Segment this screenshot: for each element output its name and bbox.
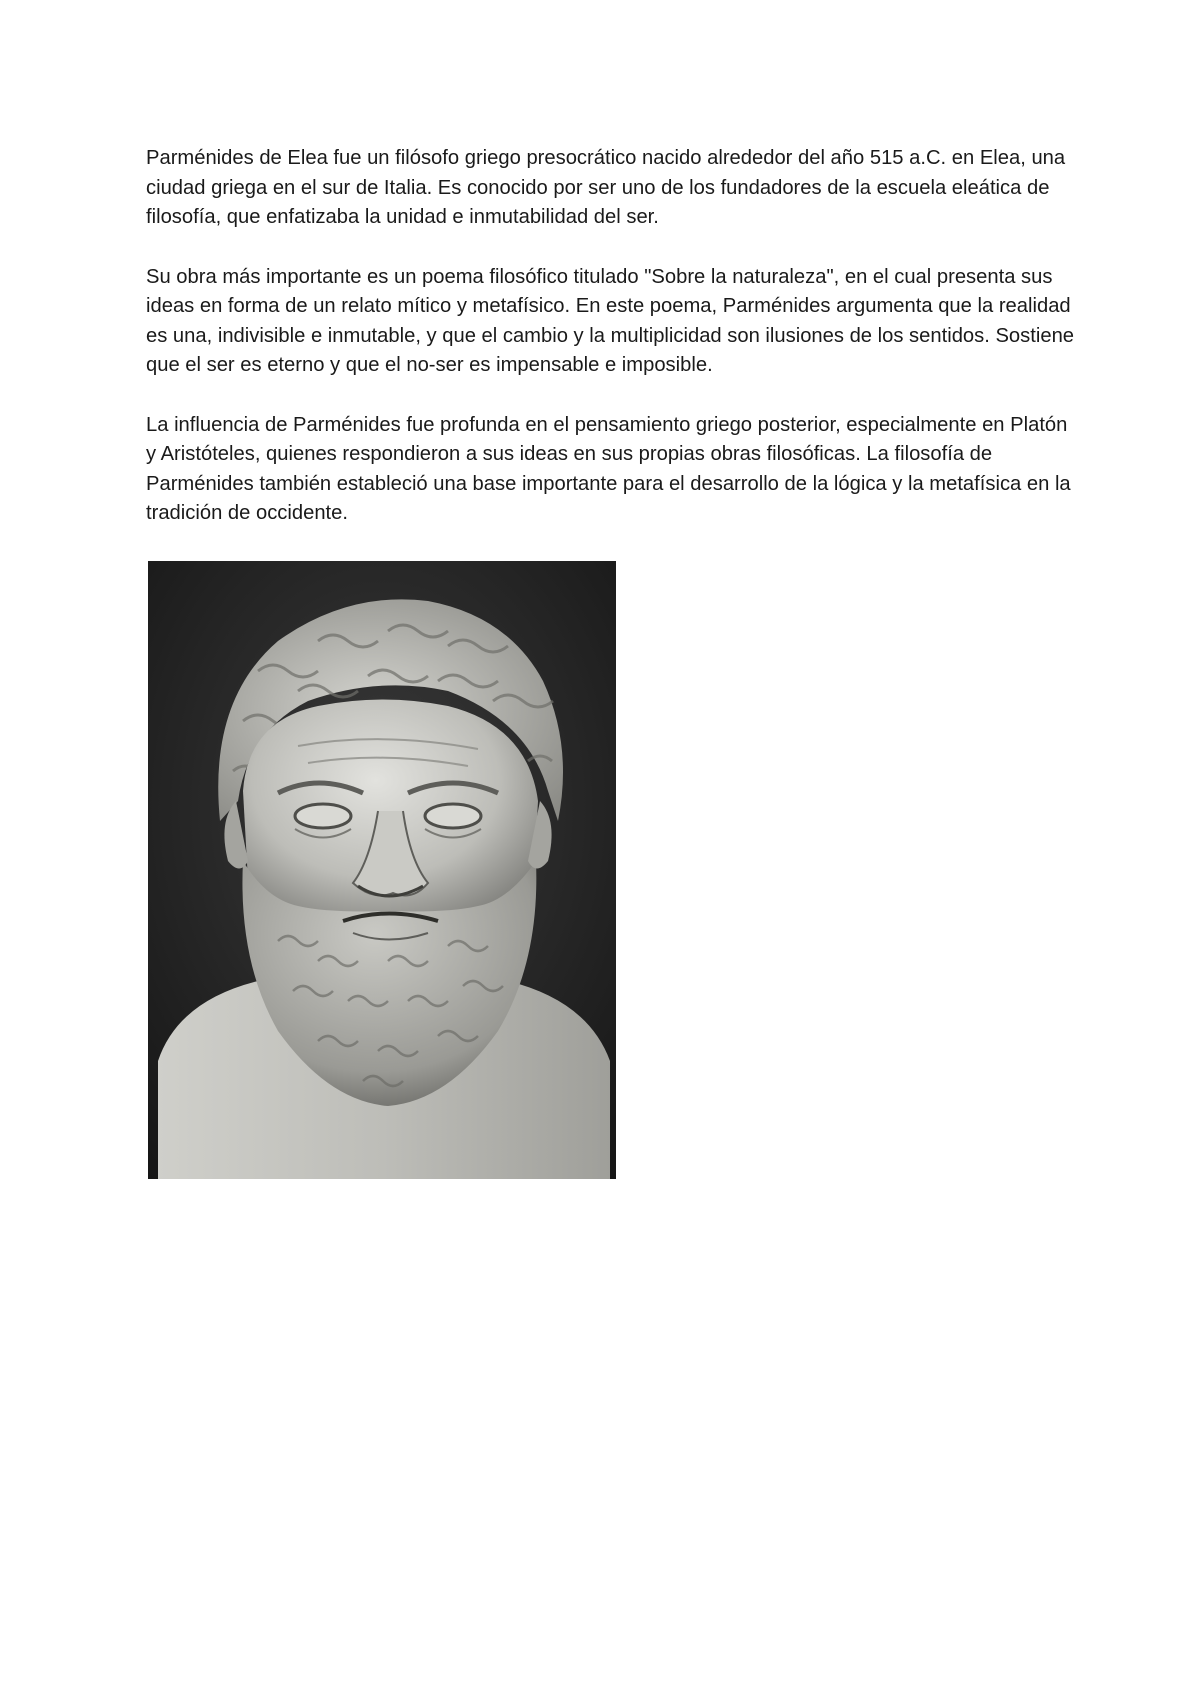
bust-illustration: [148, 561, 616, 1179]
paragraph-1: Parménides de Elea fue un filósofo griego presocrático nacido alrededor del año 515 a.C. en Elea, una ciudad griega en el sur de Italia. Es conocido por ser uno de los fundadores de la escuela eleática de filosofía, que enfatizaba la unidad e inmutabilidad del ser.: [146, 147, 1066, 228]
paragraph-2: Su obra más importante es un poema filosófico titulado "Sobre la naturaleza", en el cual presenta sus ideas en forma de un relato mítico y metafísico. En este poema, Parménides argumenta que la realidad es una, indivisible e inmutable, y que el cambio y la multiplicidad son ilusiones de los sentidos. Sostiene que el ser es eterno y que el no-ser es impensable e imposible.: [146, 265, 1075, 376]
paragraph-3: La influencia de Parménides fue profunda en el pensamiento griego posterior, especialmente en Platón y Aristóteles, quienes respondieron a sus ideas en sus propias obras filosóficas. La filosofía de Parménides también estableció una base importante para el desarrollo de la lógica y la metafísica en la tradición de occidente.: [146, 413, 1071, 524]
bust-photo: [148, 561, 616, 1179]
body-text: [146, 144, 1076, 529]
